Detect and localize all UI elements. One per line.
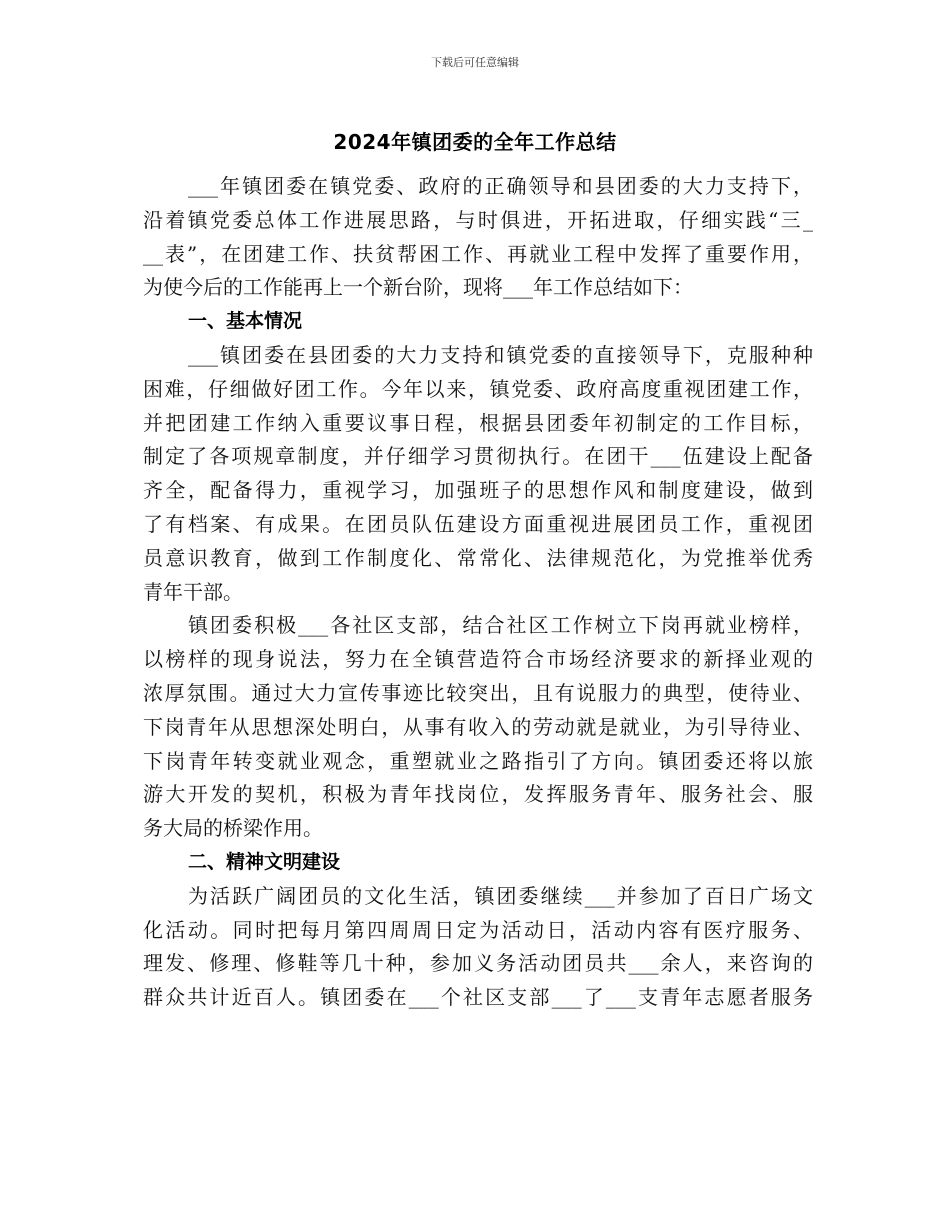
body-text-line: 游大开发的契机，积极为青年找岗位，发挥服务青年、服务社会、服	[143, 782, 813, 807]
body-text-line: 齐全，配备得力，重视学习，加强班子的思想作风和制度建设，做到	[143, 478, 813, 503]
body-text-line: 青年干部。	[143, 579, 243, 604]
body-text-line: 为活跃广阔团员的文化生活，镇团委继续___并参加了百日广场文	[188, 883, 813, 908]
body-text-line: ___镇团委在县团委的大力支持和镇党委的直接领导下，克服种种	[188, 342, 813, 367]
body-text-line: 镇团委积极___各社区支部，结合社区工作树立下岗再就业榜样，	[188, 613, 813, 638]
body-text-line: 为使今后的工作能再上一个新台阶，现将___年工作总结如下：	[143, 275, 693, 300]
body-text-line: 化活动。同时把每月第四周周日定为活动日，活动内容有医疗服务、	[143, 917, 813, 942]
body-text-line: 制定了各项规章制度，并仔细学习贯彻执行。在团干___伍建设上配备	[143, 444, 813, 469]
body-text-line: 员意识教育，做到工作制度化、常常化、法律规范化，为党推举优秀	[143, 545, 813, 570]
section-heading: 二、精神文明建设	[188, 850, 341, 873]
document-title: 2024年镇团委的全年工作总结	[333, 130, 617, 154]
header-note: 下载后可任意编辑	[431, 56, 519, 69]
body-text-line: 理发、修理、修鞋等几十种，参加义务活动团员共___余人，来咨询的	[143, 951, 813, 976]
document-body	[143, 170, 813, 1015]
body-text-line: 以榜样的现身说法，努力在全镇营造符合市场经济要求的新择业观的	[143, 647, 813, 672]
body-text-line: __表”，在团建工作、扶贫帮困工作、再就业工程中发挥了重要作用，	[143, 241, 813, 266]
body-text-line: 并把团建工作纳入重要议事日程，根据县团委年初制定的工作目标，	[143, 410, 813, 435]
body-text-line: 沿着镇党委总体工作进展思路，与时俱进，开拓进取，仔细实践“三_	[143, 207, 813, 232]
body-text-line: 群众共计近百人。镇团委在___个社区支部___了___支青年志愿者服务	[143, 985, 813, 1010]
body-text-line: 困难，仔细做好团工作。今年以来，镇党委、政府高度重视团建工作，	[143, 376, 813, 401]
section-heading: 一、基本情况	[188, 310, 303, 333]
body-text-line: 务大局的桥梁作用。	[143, 816, 323, 841]
body-text-line: 下岗青年从思想深处明白，从事有收入的劳动就是就业，为引导待业、	[143, 714, 813, 739]
body-text-line: 下岗青年转变就业观念，重塑就业之路指引了方向。镇团委还将以旅	[143, 748, 813, 773]
body-text-line: ___年镇团委在镇党委、政府的正确领导和县团委的大力支持下，	[188, 174, 813, 198]
body-text-line: 浓厚氛围。通过大力宣传事迹比较突出，且有说服力的典型，使待业、	[143, 680, 813, 705]
body-text-line: 了有档案、有成果。在团员队伍建设方面重视进展团员工作，重视团	[143, 511, 813, 536]
